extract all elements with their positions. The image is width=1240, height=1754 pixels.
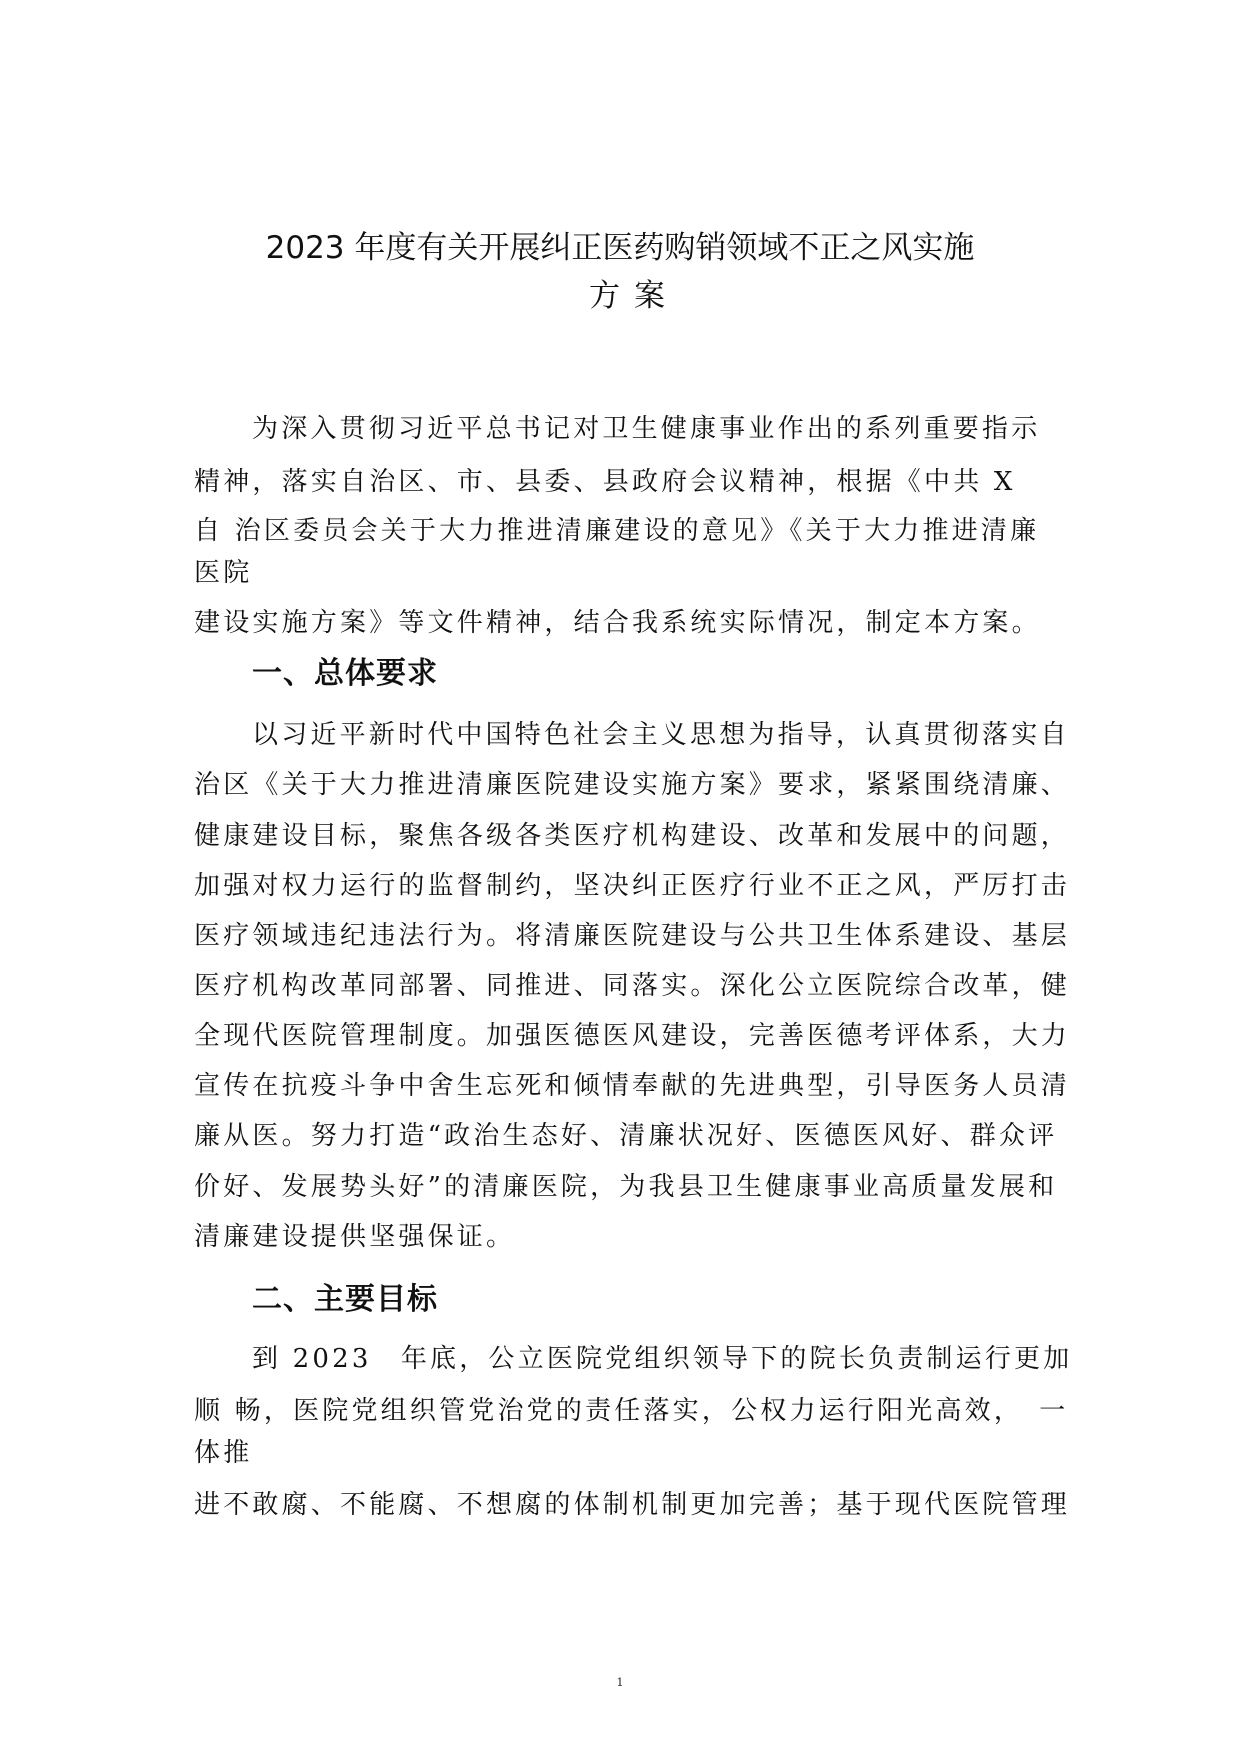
section-heading-general-requirements: 一、总体要求 bbox=[252, 656, 438, 691]
section1-line: 全现代医院管理制度。加强医德医风建设，完善医德考评体系，大力 bbox=[194, 1021, 1071, 1051]
section1-line: 清廉建设提供坚强保证。 bbox=[194, 1222, 516, 1252]
section2-line: 进不敢腐、不能腐、不想腐的体制机制更加完善；基于现代医院管理 bbox=[194, 1490, 1071, 1520]
intro-line: 为深入贯彻习近平总书记对卫生健康事业作出的系列重要指示 bbox=[252, 414, 1041, 444]
section2-line: 体推 bbox=[194, 1438, 253, 1468]
section2-line: 顺 畅，医院党组织管党治党的责任落实，公权力运行阳光高效， 一 bbox=[194, 1396, 1069, 1426]
intro-line: 医院 bbox=[194, 558, 253, 588]
intro-line: 自 治区委员会关于大力推进清廉建设的意见》《关于大力推进清廉 bbox=[194, 516, 1040, 546]
section2-line: 到 2023 年底，公立医院党组织领导下的院长负责制运行更加 bbox=[252, 1344, 1073, 1374]
section1-line: 加强对权力运行的监督制约，坚决纠正医疗行业不正之风，严厉打击 bbox=[194, 871, 1071, 901]
intro-line: 精神，落实自治区、市、县委、县政府会议精神，根据《中共 X bbox=[194, 467, 1016, 497]
section1-line: 治区《关于大力推进清廉医院建设实施方案》要求，紧紧围绕清廉、 bbox=[194, 770, 1071, 800]
document-title-line-1: 2023 年度有关开展纠正医药购销领域不正之风实施 bbox=[265, 230, 975, 266]
section1-line: 以习近平新时代中国特色社会主义思想为指导，认真贯彻落实自 bbox=[252, 720, 1070, 750]
page-number: 1 bbox=[616, 1676, 624, 1689]
section1-line: 廉从医。努力打造“政治生态好、清廉状况好、医德医风好、群众评 bbox=[194, 1121, 1058, 1151]
section1-line: 医疗机构改革同部署、同推进、同落实。深化公立医院综合改革，健 bbox=[194, 971, 1071, 1001]
section1-line: 健康建设目标，聚焦各级各类医疗机构建设、改革和发展中的问题， bbox=[194, 821, 1071, 851]
intro-line: 建设实施方案》等文件精神，结合我系统实际情况，制定本方案。 bbox=[194, 608, 1041, 638]
document-title-line-2: 方案 bbox=[589, 278, 679, 314]
section1-line: 宣传在抗疫斗争中舍生忘死和倾情奉献的先进典型，引导医务人员清 bbox=[194, 1071, 1071, 1101]
section1-line: 价好、发展势头好”的清廉医院，为我县卫生健康事业高质量发展和 bbox=[194, 1172, 1058, 1202]
section-heading-main-objectives: 二、主要目标 bbox=[252, 1282, 438, 1317]
section1-line: 医疗领域违纪违法行为。将清廉医院建设与公共卫生体系建设、基层 bbox=[194, 921, 1071, 951]
